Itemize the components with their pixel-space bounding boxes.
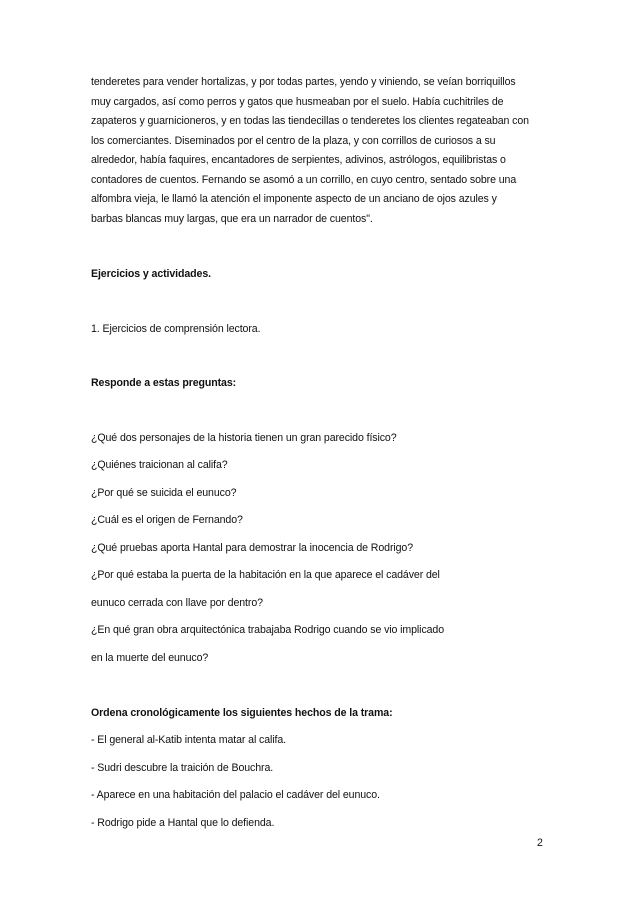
paragraph-line: tenderetes para vender hortalizas, y por todas partes, yendo y viniendo, se veían borriquillos	[91, 76, 516, 88]
event-item: - Aparece en una habitación del palacio el cadáver del eunuco.	[91, 789, 380, 801]
question-item: eunuco cerrada con llave por dentro?	[91, 597, 263, 609]
question-item: ¿Por qué se suicida el eunuco?	[91, 487, 237, 499]
paragraph-line: alfombra vieja, le llamó la atención el imponente aspecto de un anciano de ojos azules y	[91, 193, 497, 205]
paragraph-line: contadores de cuentos. Fernando se asomó a un corrillo, en cuyo centro, sentado sobre una	[91, 174, 517, 186]
event-item: - El general al-Katib intenta matar al califa.	[91, 734, 287, 746]
questions-heading: Responde a estas preguntas:	[91, 377, 237, 389]
order-heading: Ordena cronológicamente los siguientes hechos de la trama:	[91, 707, 393, 719]
question-item: ¿Quiénes traicionan al califa?	[91, 459, 228, 471]
question-item: ¿Cuál es el origen de Fernando?	[91, 514, 243, 526]
question-item: en la muerte del eunuco?	[91, 652, 209, 664]
question-item: ¿Qué dos personajes de la historia tienen un gran parecido físico?	[91, 432, 397, 444]
paragraph-line: barbas blancas muy largas, que era un narrador de cuentos".	[91, 213, 373, 225]
subsection-title: 1. Ejercicios de comprensión lectora.	[91, 323, 261, 335]
question-item: ¿Qué pruebas aporta Hantal para demostrar la inocencia de Rodrigo?	[91, 542, 413, 554]
paragraph-line: zapateros y guarnicioneros, y en todas las tiendecillas o tenderetes los clientes regateaban con	[91, 115, 529, 127]
paragraph-line: alrededor, había faquires, encantadores de serpientes, adivinos, astrólogos, equilibristas o	[91, 154, 506, 166]
question-item: ¿En qué gran obra arquitectónica trabajaba Rodrigo cuando se vio implicado	[91, 624, 445, 636]
question-item: ¿Por qué estaba la puerta de la habitación en la que aparece el cadáver del	[91, 569, 440, 581]
page-number: 2	[537, 837, 543, 849]
paragraph-line: los comerciantes. Diseminados por el centro de la plaza, y con corrillos de curiosos a su	[91, 135, 496, 147]
section-title: Ejercicios y actividades.	[91, 268, 211, 280]
paragraph-line: muy cargados, así como perros y gatos que husmeaban por el suelo. Había cuchitriles de	[91, 96, 504, 108]
event-item: - Sudri descubre la traición de Bouchra.	[91, 762, 274, 774]
event-item: - Rodrigo pide a Hantal que lo defienda.	[91, 817, 275, 829]
